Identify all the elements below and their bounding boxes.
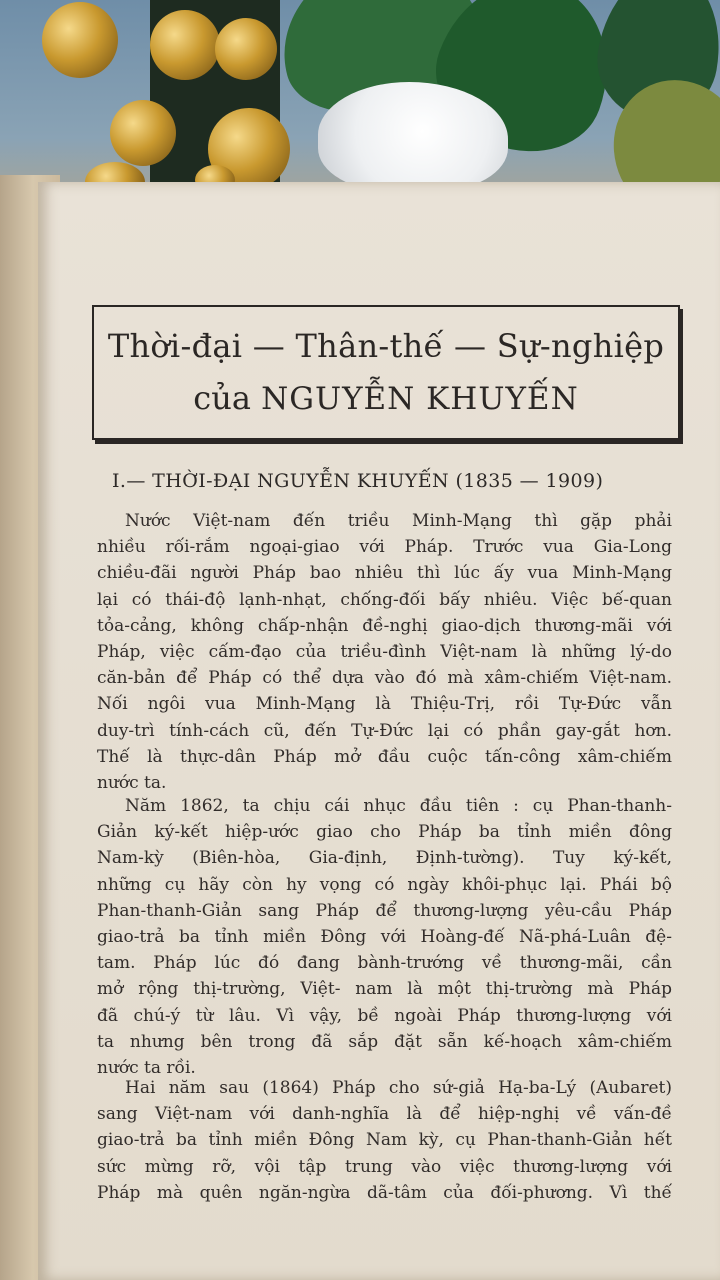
text-line: Hai năm sau (1864) Pháp cho sứ-giả Hạ-ba-Lý (Aubaret) <box>125 1078 672 1098</box>
text-line: Phan-thanh-Giản sang Pháp để thương-lượng yêu-cầu Pháp <box>97 900 672 921</box>
text-line: nước ta rồi. <box>97 1058 196 1079</box>
chapter-title-line2 <box>94 379 678 417</box>
text-line: chiều-đãi người Pháp bao nhiêu thì lúc ấy vua Minh-Mạng <box>97 563 672 584</box>
cat-figurine <box>318 82 508 192</box>
chapter-title-line1: Thời-đại — Thân-thế — Sự-nghiệp <box>107 327 665 365</box>
text-line: Giản ký-kết hiệp-ước giao cho Pháp ba tỉnh miền đông <box>97 822 672 843</box>
gold-ornament <box>42 2 118 78</box>
text-line: nhiều rối-rắm ngoại-giao với Pháp. Trước vua Gia-Long <box>97 537 672 558</box>
text-line: duy-trì tính-cách cũ, đến Tự-Đức lại có phần gay-gắt hơn. <box>97 720 672 741</box>
paragraph <box>97 508 672 796</box>
title-author-name: NGUYỄN KHUYẾN <box>261 381 579 417</box>
text-line: giao-trả ba tỉnh miền Đông Nam kỳ, cụ Phan-thanh-Giản hết <box>97 1130 672 1151</box>
text-line: ta nhưng bên trong đã sắp đặt sẵn kế-hoạch xâm-chiếm <box>97 1031 672 1052</box>
text-line: nước ta. <box>97 773 167 794</box>
gold-ornament <box>215 18 277 80</box>
chapter-title-box <box>92 305 680 440</box>
section-heading: I.— THỜI-ĐẠI NGUYỄN KHUYẾN (1835 — 1909) <box>112 470 604 492</box>
text-line: những cụ hãy còn hy vọng có ngày khôi-phục lại. Phái bộ <box>97 874 672 895</box>
text-line: Pháp, việc cấm-đạo của triều-đình Việt-nam là những lý-do <box>97 642 672 663</box>
paragraph <box>97 1075 672 1206</box>
text-line: căn-bản để Pháp có thể dựa vào đó mà xâm-chiếm Việt-nam. <box>97 668 672 689</box>
title-prefix: của <box>193 379 251 417</box>
text-line: mở rộng thị-trường, Việt- nam là một thị-trường mà Pháp <box>97 979 672 1000</box>
text-line: Nam-kỳ (Biên-hòa, Gia-định, Định-tường). Tuy ký-kết, <box>97 848 672 869</box>
text-line: sang Việt-nam với danh-nghĩa là để hiệp-nghị về vấn-đề <box>97 1104 672 1125</box>
text-line: Năm 1862, ta chịu cái nhục đầu tiên : cụ Phan-thanh- <box>125 796 672 816</box>
text-line: đã chú-ý từ lâu. Vì vậy, bề ngoài Pháp thương-lượng với <box>97 1005 672 1026</box>
text-line: sức mừng rỡ, vội tập trung vào việc thương-lượng với <box>97 1156 672 1177</box>
paragraph <box>97 793 672 1081</box>
text-line: Pháp mà quên ngăn-ngừa dã-tâm của đối-phương. Vì thế <box>97 1182 672 1203</box>
text-line: tỏa-cảng, không chấp-nhận đề-nghị giao-dịch thương-mãi với <box>97 615 672 636</box>
text-line: Nước Việt-nam đến triều Minh-Mạng thì gặp phải <box>125 511 672 531</box>
text-line: Nối ngôi vua Minh-Mạng là Thiệu-Trị, rồi Tự-Đức vẫn <box>97 694 672 715</box>
text-line: giao-trả ba tỉnh miền Đông với Hoàng-đế Nã-phá-Luân đệ- <box>97 927 672 948</box>
text-line: Thế là thực-dân Pháp mở đầu cuộc tấn-công xâm-chiếm <box>97 746 672 767</box>
gold-ornament <box>150 10 220 80</box>
text-line: tam. Pháp lúc đó đang bành-trướng về thương-mãi, cần <box>97 953 672 974</box>
gold-ornament <box>110 100 176 166</box>
text-line: lại có thái-độ lạnh-nhạt, chống-đối bấy nhiêu. Việc bế-quan <box>97 589 672 610</box>
